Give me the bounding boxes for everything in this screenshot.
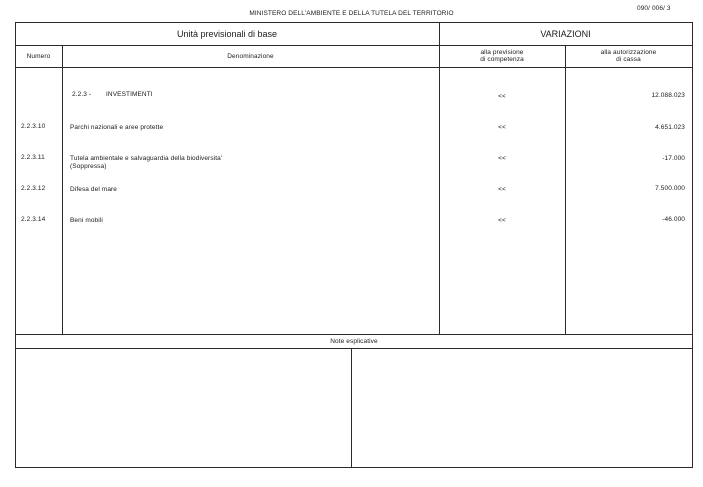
row-denominazione: Tutela ambientale e salvaguardia della biodiversita' bbox=[70, 155, 223, 162]
row-numero: 2.2.3.12 bbox=[21, 185, 46, 192]
row-denominazione-note: (Soppressa) bbox=[70, 163, 107, 170]
notes-right-box bbox=[352, 349, 692, 467]
variazioni-divider bbox=[439, 22, 440, 334]
table-top-border bbox=[15, 22, 693, 23]
row-cassa: 4.651.023 bbox=[655, 124, 685, 131]
ministry-title: MINISTERO DELL'AMBIENTE E DELLA TUTELA DEL TERRITORIO bbox=[249, 10, 454, 17]
row-competenza: << bbox=[498, 124, 506, 131]
notes-left-box bbox=[16, 349, 351, 467]
row-cassa: -46.000 bbox=[662, 216, 685, 223]
col-numero: Numero bbox=[26, 53, 51, 60]
row-competenza: << bbox=[498, 155, 506, 162]
col-competenza-line1: alla previsione bbox=[480, 49, 524, 56]
row-competenza: << bbox=[498, 217, 506, 224]
numero-divider bbox=[62, 45, 63, 334]
col-competenza bbox=[439, 49, 565, 63]
row-denominazione: Beni mobili bbox=[70, 217, 103, 224]
upb-title: Unità previsionali di base bbox=[176, 29, 278, 39]
col-denominazione: Denominazione bbox=[227, 53, 274, 60]
column-header-divider bbox=[15, 67, 693, 68]
row-denominazione: INVESTIMENTI bbox=[106, 91, 153, 98]
row-prefix: 2.2.3 - bbox=[72, 91, 92, 98]
row-denominazione: Parchi nazionali e aree protette bbox=[70, 124, 164, 131]
row-competenza: << bbox=[498, 93, 506, 100]
row-cassa: 12.088.023 bbox=[651, 92, 685, 99]
col-competenza-line2: di competenza bbox=[480, 56, 524, 63]
notes-bottom-border bbox=[15, 467, 693, 468]
row-numero: 2.2.3.14 bbox=[21, 216, 46, 223]
row-cassa: 7.500.000 bbox=[655, 185, 685, 192]
row-numero: 2.2.3.10 bbox=[21, 123, 46, 130]
page-code: 090/ 006/ 3 bbox=[637, 5, 671, 12]
col-cassa-line1: alla autorizzazione bbox=[600, 49, 657, 56]
row-numero: 2.2.3.11 bbox=[21, 154, 45, 161]
notes-title: Note esplicative bbox=[330, 338, 378, 345]
header-divider bbox=[15, 45, 693, 46]
col-cassa-line2: di cassa bbox=[616, 56, 641, 63]
row-cassa: -17.000 bbox=[662, 155, 685, 162]
variazioni-title: VARIAZIONI bbox=[540, 29, 591, 39]
right-border bbox=[692, 22, 693, 468]
row-competenza: << bbox=[498, 186, 506, 193]
col-cassa bbox=[565, 49, 692, 63]
row-denominazione: Difesa del mare bbox=[70, 186, 118, 193]
table-bottom-border bbox=[15, 334, 693, 335]
